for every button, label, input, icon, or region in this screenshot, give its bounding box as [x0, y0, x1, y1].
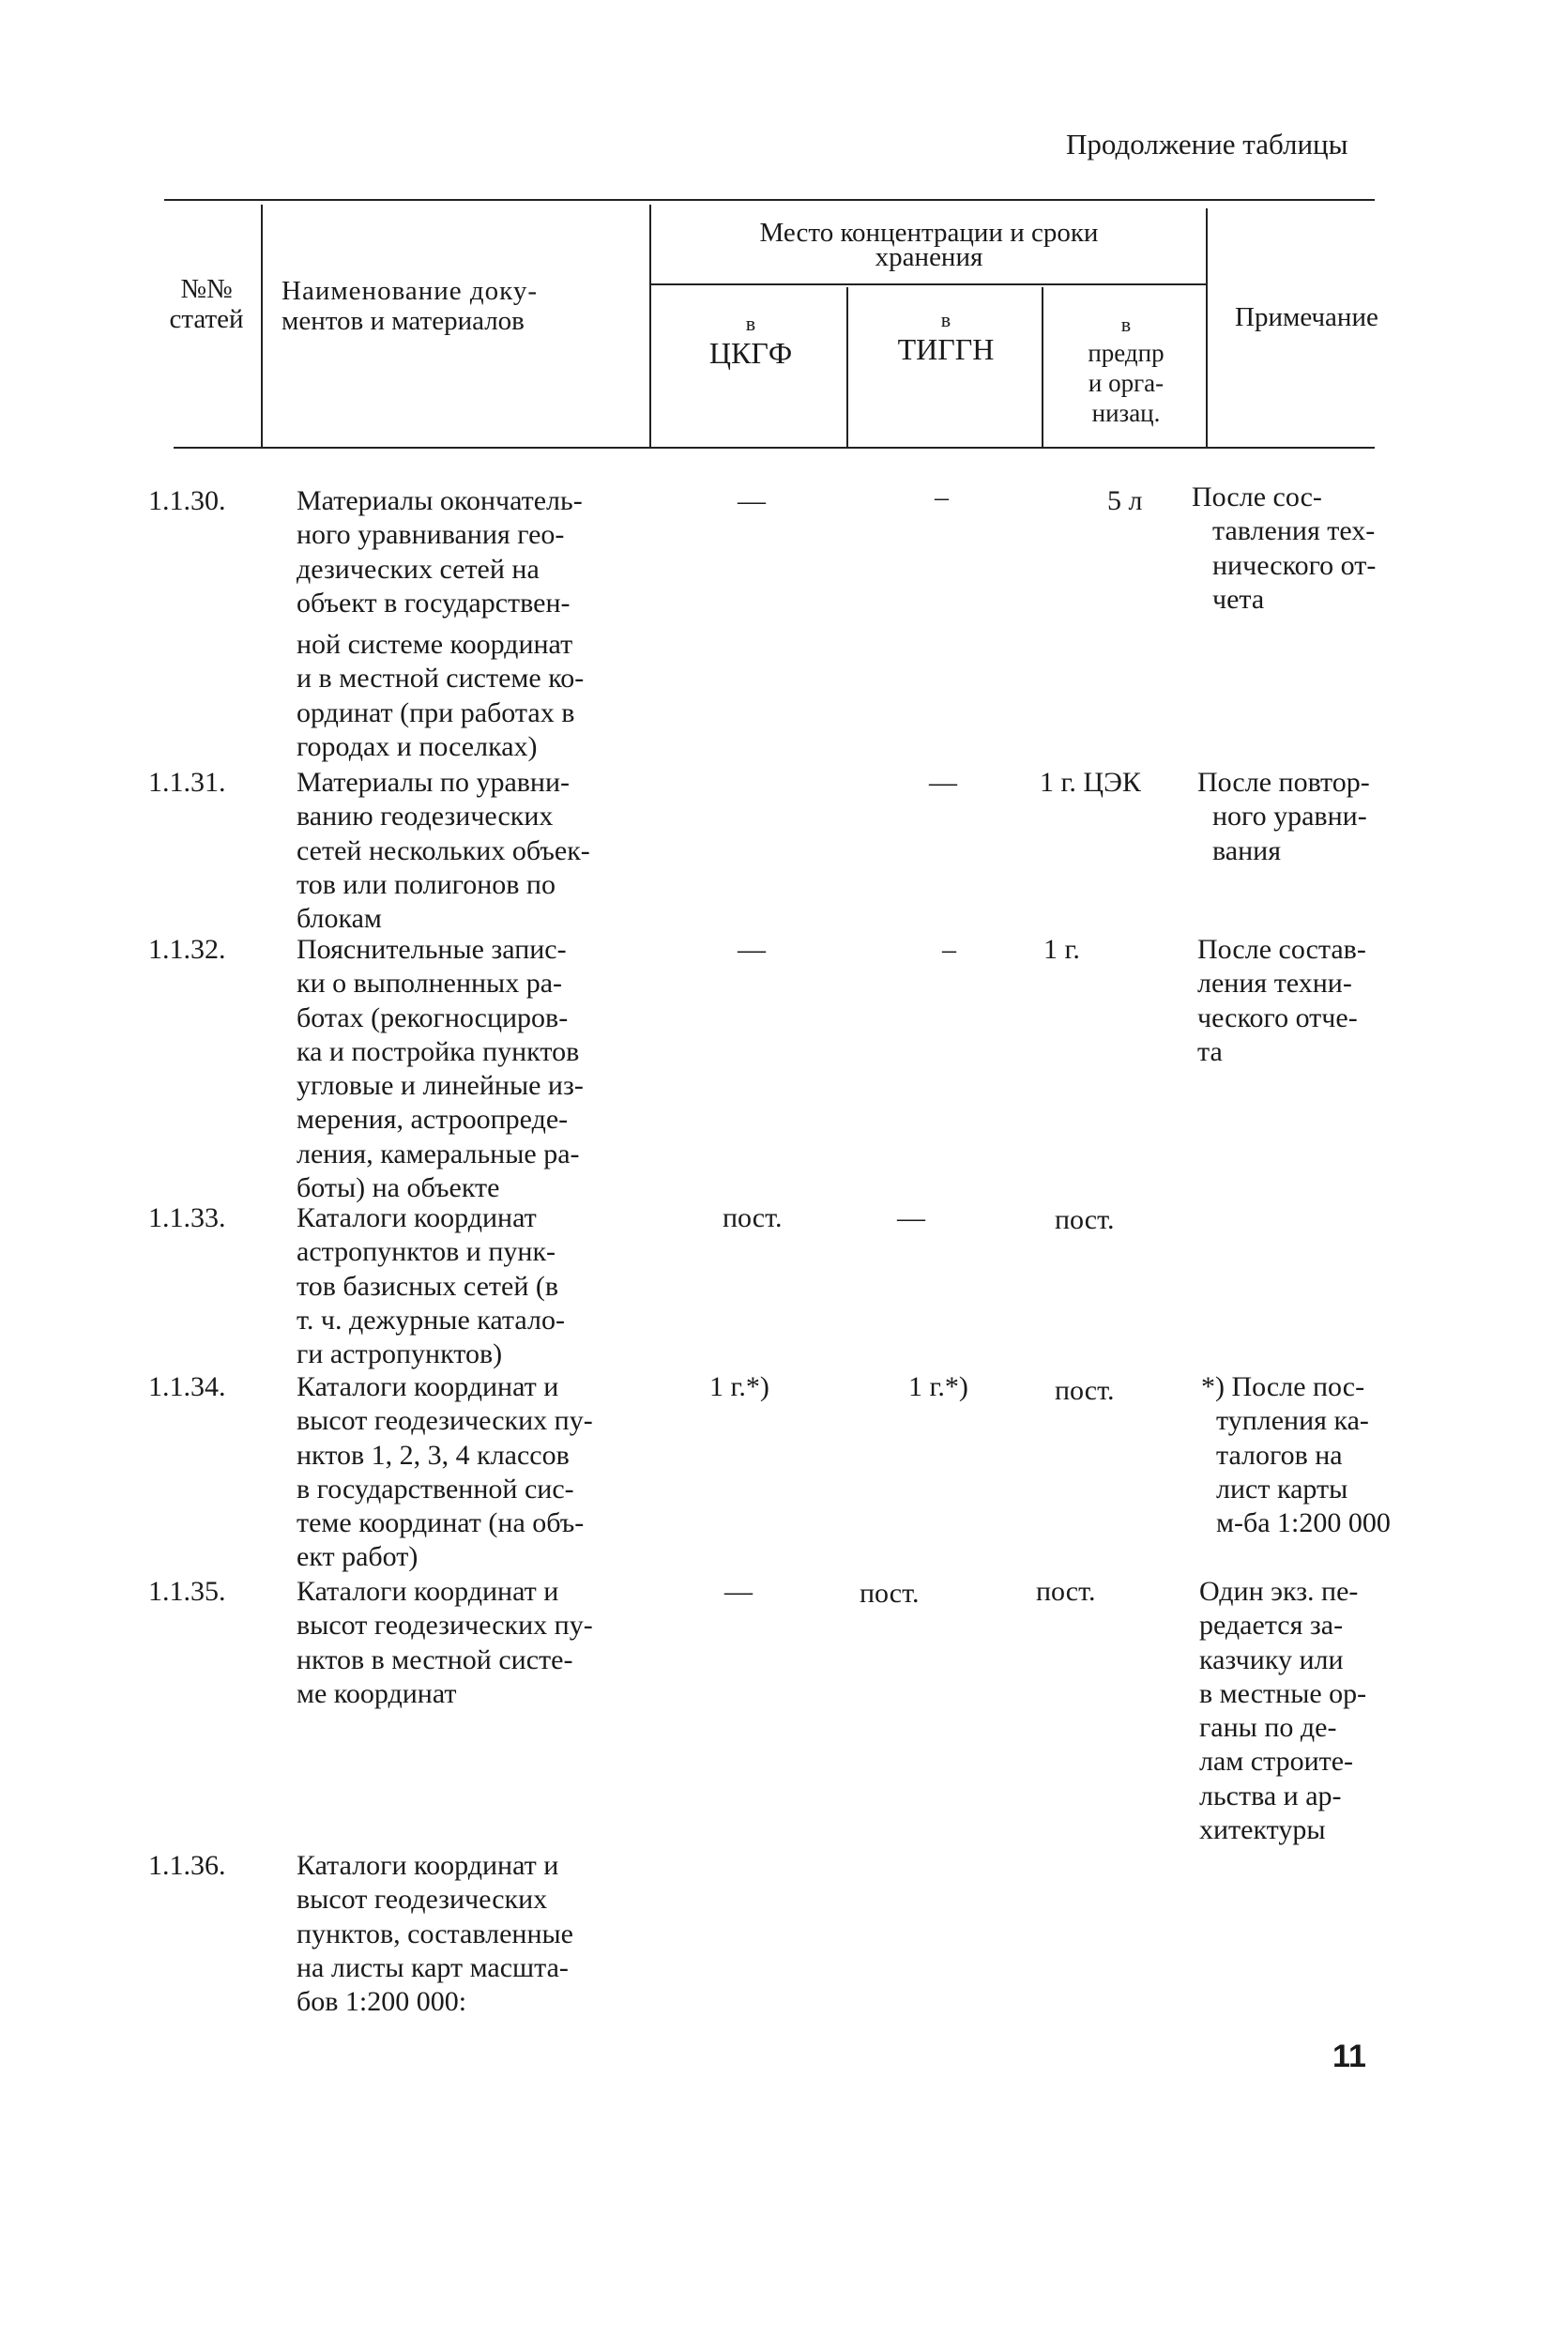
- row-tiggn-value: —: [929, 767, 957, 798]
- row-ckgf-value: —: [738, 485, 766, 516]
- row-number: 1.1.36.: [148, 1850, 226, 1881]
- place-divider-rule: [650, 283, 1206, 285]
- row-document-name: Пояснительные запис- ки о выполненных ра- ботах (рекогносциров- ка и постройка пунктов угловые и линейные из- мерения, астроопреде- ления, камеральные ра- боты) на объекте: [297, 934, 584, 1204]
- row-document-name: Каталоги координат и высот геодезических пунктов, составленные на листы карт масшта- бов 1:200 000:: [297, 1850, 573, 2018]
- row-note: После повтор- ного уравни- вания: [1197, 767, 1370, 866]
- row-ckgf-value: 1 г.*): [709, 1371, 769, 1402]
- header-top-rule: [164, 199, 1375, 201]
- header-sub-org: в предпр и орга- низац.: [1088, 313, 1165, 427]
- row-org-value: пост.: [1055, 1204, 1115, 1235]
- row-document-name: Каталоги координат и высот геодезических пу- нктов 1, 2, 3, 4 классов в государственной сис- теме координат (на объ- ект работ): [297, 1371, 593, 1573]
- row-org-value: 1 г. ЦЭК: [1040, 767, 1141, 798]
- row-document-name: Каталоги координат и высот геодезических пу- нктов в местной систе- ме координат: [297, 1576, 593, 1709]
- row-note: *) После пос- тупления ка- талогов на лист карты м-ба 1:200 000: [1201, 1371, 1391, 1539]
- row-tiggn-value: –: [942, 934, 956, 965]
- row-number: 1.1.32.: [148, 934, 226, 965]
- row-org-value: пост.: [1055, 1375, 1115, 1406]
- row-number: 1.1.35.: [148, 1576, 226, 1607]
- header-col-num: №№ статей: [169, 274, 244, 334]
- row-tiggn-value: —: [897, 1202, 925, 1233]
- col-divider-2: [649, 205, 651, 447]
- row-document-name: Материалы окончатель- ного уравнивания гео- дезических сетей на объект в государствен- ной системе координат и в местной системе ко- ординат (при работах в городах и поселках): [297, 485, 585, 763]
- row-org-value: 5 л: [1107, 485, 1143, 516]
- header-col-place: Место концентрации и сроки хранения: [759, 218, 1099, 272]
- row-ckgf-value: —: [738, 934, 766, 965]
- row-number: 1.1.30.: [148, 485, 226, 516]
- header-col-name: Наименование доку- ментов и материалов: [282, 276, 539, 336]
- row-ckgf-value: пост.: [723, 1202, 783, 1233]
- row-note: Один экз. пе- редается за- казчику или в местные ор- ганы по де- лам строите- льства и ар- хитектуры: [1199, 1576, 1367, 1846]
- row-number: 1.1.34.: [148, 1371, 226, 1402]
- header-sub-tiggn: в ТИГГН: [897, 308, 995, 366]
- row-tiggn-value: 1 г.*): [908, 1371, 968, 1402]
- row-org-value: пост.: [1036, 1576, 1096, 1607]
- row-tiggn-value: –: [935, 481, 949, 512]
- row-tiggn-value: пост.: [860, 1578, 920, 1609]
- header-col-note: Примечание: [1235, 302, 1378, 332]
- row-document-name: Материалы по уравни- ванию геодезических сетей нескольких объек- тов или полигонов по блокам: [297, 767, 590, 935]
- col-divider-3: [846, 287, 848, 447]
- row-document-name: Каталоги координат астропунктов и пунк- тов базисных сетей (в т. ч. дежурные катало- ги астропунктов): [297, 1202, 565, 1370]
- header-sub-ckgf: в ЦКГФ: [708, 312, 793, 370]
- row-note: После сос- тавления тех- нического от- чета: [1192, 481, 1377, 615]
- col-divider-4: [1042, 287, 1043, 447]
- header-bottom-rule: [174, 447, 1375, 449]
- row-note: После состав- ления техни- ческого отче- та: [1197, 934, 1366, 1067]
- page-number: 11: [1332, 2039, 1366, 2074]
- row-org-value: 1 г.: [1043, 934, 1080, 965]
- col-divider-5: [1206, 208, 1208, 447]
- row-number: 1.1.31.: [148, 767, 226, 798]
- row-ckgf-value: —: [724, 1576, 753, 1607]
- row-number: 1.1.33.: [148, 1202, 226, 1233]
- continuation-label: Продолжение таблицы: [1066, 128, 1348, 160]
